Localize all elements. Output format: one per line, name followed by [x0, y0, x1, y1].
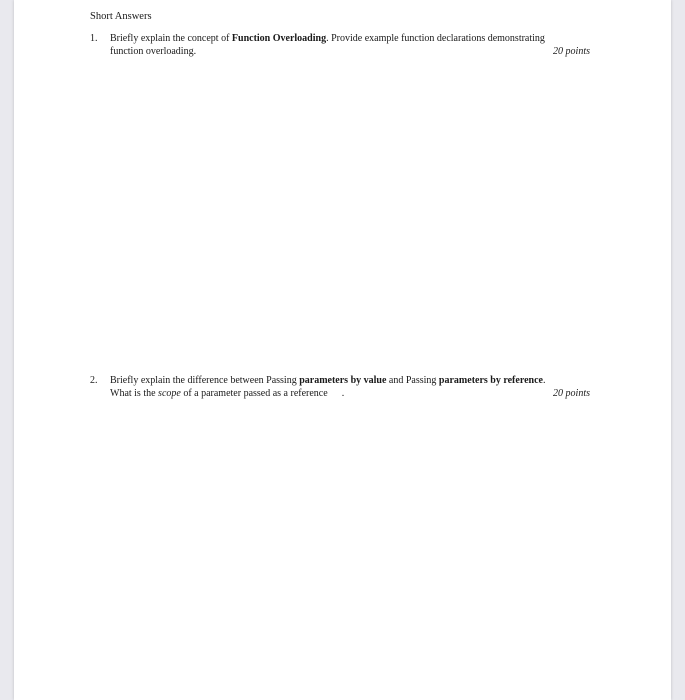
- question-text: What is the: [110, 387, 159, 399]
- question-number: 1.: [90, 33, 98, 44]
- question-body: [110, 33, 590, 58]
- question-body: [110, 375, 590, 400]
- question-text: Briefly explain the concept of: [110, 33, 232, 44]
- question-term-bold: parameters by reference: [438, 375, 543, 386]
- question-1: [90, 33, 590, 58]
- question-text: . Provide example function declarations demonstrating: [326, 33, 545, 44]
- section-heading: Short Answers: [90, 11, 152, 22]
- question-line-2: function overloading.: [110, 45, 197, 57]
- question-term-bold: parameters by value: [299, 375, 387, 386]
- question-2: [90, 375, 590, 400]
- question-line-2: [110, 388, 590, 401]
- points-label: 20 points: [553, 45, 590, 57]
- points-label: 20 points: [553, 387, 590, 399]
- question-text: .: [542, 375, 546, 386]
- question-text: Briefly explain the difference between Passing: [110, 375, 300, 386]
- question-number: 2.: [90, 375, 98, 386]
- question-line-1: [110, 33, 590, 46]
- question-text: and Passing: [386, 375, 439, 386]
- question-term-bold: Function Overloading: [231, 33, 327, 44]
- question-text: .: [341, 387, 345, 399]
- document-page: [14, 0, 671, 700]
- question-term-italic: scope: [158, 387, 181, 399]
- question-line-1: [110, 375, 590, 388]
- question-text: of a parameter passed as a reference: [180, 387, 328, 399]
